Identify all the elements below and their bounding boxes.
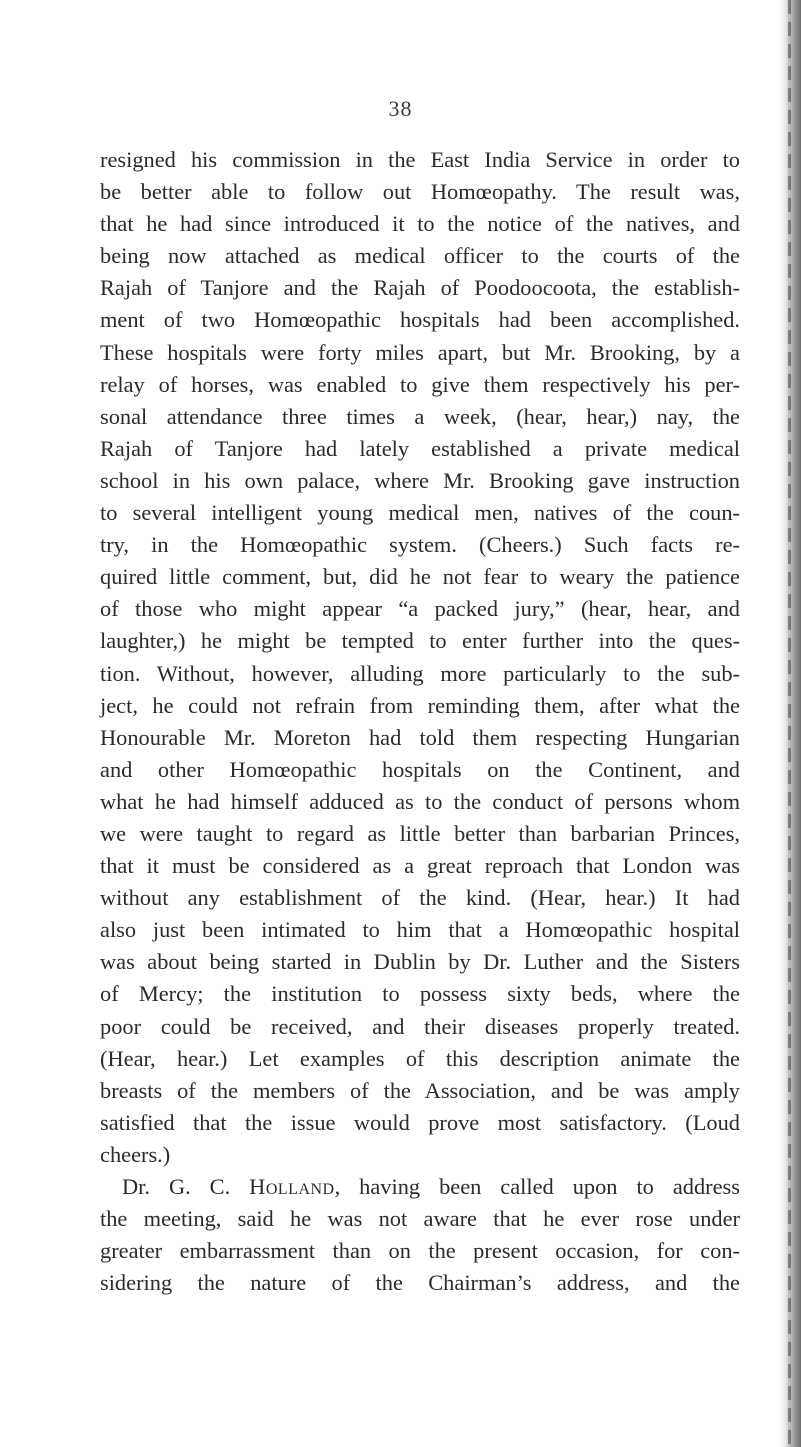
speaker-name: Holland (249, 1174, 335, 1199)
text-line: quired little comment, but, did he not fear to weary the patience (100, 564, 740, 590)
text-line: and other Homœopathic hospitals on the Continent, and (100, 756, 740, 782)
text-line: was about being started in Dublin by Dr. Luther and the Sisters (100, 949, 740, 975)
text-line: the meeting, said he was not aware that he ever rose under (100, 1206, 740, 1232)
text-line: satisfied that the issue would prove most satisfactory. (Loud (100, 1109, 740, 1135)
text-line: cheers.) (100, 1141, 171, 1167)
text-line: try, in the Homœopathic system. (Cheers.) Such facts re- (100, 532, 740, 558)
text-line: what he had himself adduced as to the conduct of persons whom (100, 788, 740, 814)
text-line: sonal attendance three times a week, (hear, hear,) nay, the (100, 403, 740, 429)
text-line: poor could be received, and their diseases properly treated. (100, 1013, 740, 1039)
body-text (100, 144, 740, 1299)
text-line: sidering the nature of the Chairman’s address, and the (100, 1270, 740, 1296)
text-line-speaker (100, 1171, 740, 1203)
text-line: (Hear, hear.) Let examples of this description animate the (100, 1045, 740, 1071)
text-line: ment of two Homœopathic hospitals had been accomplished. (100, 307, 740, 333)
text-line: of those who might appear “a packed jury,” (hear, hear, and (100, 596, 740, 622)
page-number: 38 (388, 96, 413, 121)
page-binding-edge (779, 0, 801, 1447)
speaker-prefix: Dr. G. C. (122, 1174, 250, 1199)
text-line: These hospitals were forty miles apart, but Mr. Brooking, by a (100, 339, 740, 365)
text-line: to several intelligent young medical men, natives of the coun- (100, 500, 740, 526)
text-line: breasts of the members of the Association, and be was amply (100, 1077, 740, 1103)
text-line: being now attached as medical officer to the courts of the (100, 243, 740, 269)
text-line: be better able to follow out Homœopathy. The result was, (100, 179, 740, 205)
text-line: tion. Without, however, alluding more particularly to the sub- (100, 660, 740, 686)
text-line: school in his own palace, where Mr. Brooking gave instruction (100, 467, 740, 493)
text-line: resigned his commission in the East India Service in order to (100, 147, 740, 172)
paragraph-2 (100, 1171, 740, 1299)
text-line: Rajah of Tanjore and the Rajah of Poodoocoota, the establish- (100, 275, 740, 301)
text-line: Honourable Mr. Moreton had told them respecting Hungarian (100, 724, 740, 750)
text-line: Rajah of Tanjore had lately established a private medical (100, 435, 740, 461)
text-line: also just been intimated to him that a Homœopathic hospital (100, 917, 740, 943)
text-line: without any establishment of the kind. (Hear, hear.) It had (100, 885, 740, 911)
text-line: laughter,) he might be tempted to enter further into the ques- (100, 628, 740, 654)
speaker-line-rest: , having been called upon to address (334, 1174, 740, 1199)
paragraph-1 (100, 144, 740, 1171)
text-line: greater embarrassment than on the present occasion, for con- (100, 1238, 740, 1264)
text-line: of Mercy; the institution to possess sixty beds, where the (100, 981, 740, 1007)
text-line: that he had since introduced it to the notice of the natives, and (100, 211, 740, 237)
text-line: relay of horses, was enabled to give them respectively his per- (100, 371, 740, 397)
text-line: ject, he could not refrain from reminding them, after what the (100, 692, 740, 718)
text-line: that it must be considered as a great reproach that London was (100, 853, 740, 879)
text-line: we were taught to regard as little better than barbarian Princes, (100, 820, 740, 846)
